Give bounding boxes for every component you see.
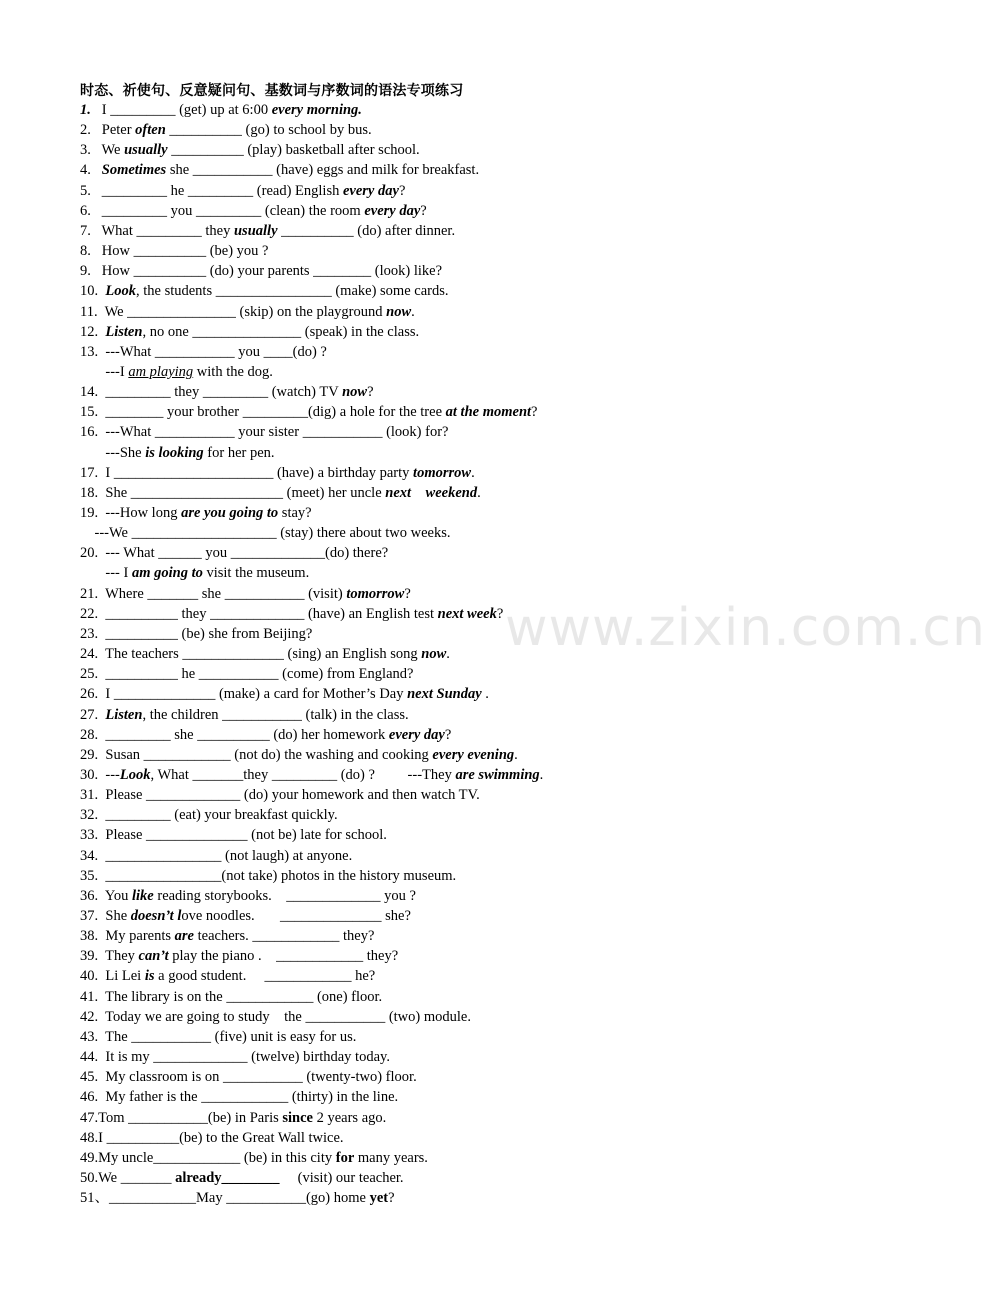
exercise-line [80, 543, 388, 563]
line-text: 46. My father is the ____________ (thirty) in the line. [80, 1089, 399, 1106]
line-text: 36. You [80, 887, 132, 904]
emphasis-text: tomorrow [346, 585, 405, 602]
line-text: ---She [80, 444, 146, 461]
exercise-line [80, 443, 275, 463]
exercise-line [80, 523, 451, 543]
exercise-line [80, 362, 273, 382]
emphasis-text: since [282, 1109, 313, 1126]
line-text: 20. --- What ______ you _____________(do) there? [80, 545, 389, 562]
line-text: ? [420, 202, 427, 219]
emphasis-text: am going to [131, 565, 203, 582]
line-text: 18. She _____________________ (meet) her uncle [80, 484, 386, 501]
exercise-line [80, 664, 413, 684]
line-text: . [411, 303, 415, 320]
exercise-line [80, 140, 420, 160]
line-text: 47.Tom ___________(be) in Paris [80, 1109, 283, 1126]
emphasis-text: are swimming [455, 766, 540, 783]
line-text: she ___________ (have) eggs and milk for breakfast. [166, 162, 480, 179]
emphasis-text: like [131, 887, 154, 904]
line-text: , the students ________________ (make) some cards. [135, 283, 449, 300]
emphasis-text: often [135, 122, 166, 139]
exercise-line [80, 987, 382, 1007]
exercise-line [80, 160, 479, 180]
line-text: 19. ---How long [80, 505, 182, 521]
exercise-line [80, 705, 409, 725]
line-text: ove noodles. ______________ she? [181, 908, 411, 924]
emphasis-text: now [421, 646, 447, 663]
line-text: 13. ---What ___________ you ____(do) ? [80, 343, 327, 360]
exercise-line [80, 765, 543, 785]
exercise-line [80, 1188, 395, 1208]
emphasis-text: is [144, 968, 155, 985]
exercise-line [80, 120, 372, 140]
line-text: 39. They [80, 948, 139, 965]
exercise-line [80, 1168, 404, 1188]
exercise-line [80, 604, 503, 624]
exercise-line [80, 846, 352, 866]
line-text: 28. _________ she __________ (do) her homework [80, 726, 389, 743]
line-text: stay? [278, 505, 312, 521]
exercise-line [80, 745, 518, 765]
emphasis-text: now [386, 303, 412, 320]
exercise-line [80, 1047, 390, 1067]
exercise-line [80, 866, 456, 886]
exercise-line [80, 1108, 386, 1128]
line-text: ? [496, 605, 504, 622]
emphasis-text: can’t [138, 948, 169, 965]
line-text: . [471, 464, 475, 481]
line-text: 25. __________ he ___________ (come) from England? [80, 666, 414, 683]
line-text: __________ (do) after dinner. [277, 222, 456, 239]
line-text: 31. Please _____________ (do) your homework and then watch TV. [80, 787, 480, 804]
line-text: 9. How __________ (do) your parents ________ (look) like? [80, 263, 443, 280]
exercise-line [80, 281, 449, 301]
exercise-line [80, 825, 387, 845]
line-text: , What _______they _________ (do) ? ---They [150, 766, 456, 783]
emphasis-text: every evening [432, 746, 515, 763]
line-text: ---I [80, 363, 129, 380]
line-text: visit the museum. [202, 565, 310, 582]
emphasis-text: at the moment [445, 404, 532, 421]
line-text: play the piano . ____________ they? [168, 948, 399, 965]
exercise-line [80, 503, 312, 523]
line-text: 51、____________May ___________(go) home [80, 1190, 370, 1207]
line-text: I _________ (get) up at 6:00 [90, 102, 272, 118]
line-text: 21. Where _______ she ___________ (visit) [80, 585, 347, 602]
emphasis-text: every day [364, 202, 421, 219]
line-text: 34. ________________ (not laugh) at anyone. [80, 847, 353, 864]
line-text: 35. ________________(not take) photos in the history museum. [80, 867, 457, 884]
emphasis-text: every morning. [271, 102, 362, 118]
exercise-line [80, 100, 362, 120]
line-text: . [446, 646, 450, 663]
line-text: 40. Li Lei [80, 968, 145, 985]
line-text: 44. It is my _____________ (twelve) birthday today. [80, 1049, 390, 1066]
line-text: , no one _______________ (speak) in the class. [142, 323, 420, 340]
line-text: --- I [80, 565, 132, 582]
line-text: 5. _________ he _________ (read) English [80, 182, 343, 199]
exercise-line [80, 302, 415, 322]
line-text: 30. --- [80, 766, 120, 783]
exercise-line [80, 1007, 471, 1027]
line-text: 43. The ___________ (five) unit is easy for us. [80, 1028, 357, 1045]
line-text: 12. [80, 323, 106, 340]
exercise-line [80, 463, 475, 483]
emphasis-text: usually [233, 222, 278, 239]
emphasis-text: is looking [145, 444, 204, 461]
exercise-line [80, 241, 268, 261]
line-text: reading storybooks. _____________ you ? [153, 887, 416, 904]
line-text: ? [404, 585, 411, 602]
emphasis-text: next Sunday [407, 686, 482, 703]
line-text: 7. What _________ they [80, 222, 234, 239]
line-text: . [514, 746, 518, 763]
emphasis-text: usually [124, 142, 168, 159]
exercise-line [80, 1128, 344, 1148]
exercise-line [80, 322, 419, 342]
emphasis-text: already________ [175, 1169, 280, 1186]
line-text: ? [388, 1190, 395, 1207]
line-text: , the children ___________ (talk) in the class. [142, 706, 409, 723]
line-text: ? [398, 182, 406, 199]
exercise-line [80, 584, 411, 604]
exercise-line [80, 805, 338, 825]
emphasis-text: Listen [105, 323, 143, 340]
line-text: (visit) our teacher. [279, 1169, 404, 1186]
line-text: 3. We [80, 142, 125, 159]
line-text: 10. [80, 283, 106, 300]
line-text: 16. ---What ___________ your sister ___________ (look) for? [80, 424, 449, 441]
emphasis-text: 1. [80, 102, 91, 118]
exercise-line [80, 402, 537, 422]
line-text: . [539, 766, 544, 783]
emphasis-text: tomorrow [413, 464, 472, 481]
line-text: __________ (go) to school by bus. [165, 122, 372, 139]
exercise-line [80, 201, 427, 221]
line-text: 8. How __________ (be) you ? [80, 243, 269, 260]
line-text: __________ (play) basketball after school. [167, 142, 420, 159]
emphasis-text: now [342, 384, 368, 401]
line-text: ? [367, 384, 374, 401]
emphasis-text: every day [388, 726, 445, 743]
line-text: 41. The library is on the ____________ (one) floor. [80, 988, 383, 1005]
watermark: www.zixin.com.cn [505, 598, 986, 658]
line-text: 38. My parents [80, 928, 175, 945]
emphasis-text: Look [105, 283, 136, 300]
emphasis-text: am playing [128, 363, 194, 380]
line-text: 37. She [80, 908, 131, 924]
line-text: 49.My uncle____________ (be) in this city [80, 1149, 336, 1166]
exercise-line [80, 886, 416, 906]
line-text: ---We ____________________ (stay) there about two weeks. [80, 525, 451, 542]
line-text: 6. _________ you _________ (clean) the room [80, 202, 365, 219]
line-text: 24. The teachers ______________ (sing) an English song [80, 646, 422, 663]
emphasis-text: Listen [105, 706, 143, 723]
exercise-line [80, 563, 309, 583]
exercise-line [80, 946, 398, 966]
line-text: many years. [354, 1149, 428, 1166]
exercise-line [80, 382, 374, 402]
line-text: 48.I __________(be) to the Great Wall twice. [80, 1129, 344, 1146]
emphasis-text: for [335, 1149, 355, 1166]
line-text: ? [531, 404, 538, 421]
emphasis-text: Sometimes [101, 162, 167, 179]
line-text: with the dog. [193, 363, 273, 380]
exercise-line [80, 906, 411, 926]
exercise-line [80, 785, 480, 805]
exercise-line [80, 483, 481, 503]
line-text: 4. [80, 162, 102, 179]
line-text: teachers. ____________ they? [193, 928, 375, 945]
line-text: . [477, 484, 481, 501]
emphasis-text: are you going to [181, 505, 279, 521]
emphasis-text: Look [119, 766, 151, 783]
exercise-line [80, 342, 327, 362]
line-text: for her pen. [203, 444, 275, 461]
line-text: ? [444, 726, 452, 743]
exercise-line [80, 1087, 398, 1107]
line-text: 26. I ______________ (make) a card for Mother’s Day [80, 686, 408, 703]
line-text: 2 years ago. [312, 1109, 387, 1126]
exercise-line [80, 1148, 428, 1168]
line-text: 42. Today we are going to study the ___________ (two) module. [80, 1008, 471, 1025]
exercise-line [80, 181, 405, 201]
emphasis-text: doesn’t l [130, 908, 182, 924]
exercise-line [80, 684, 489, 704]
line-text: 11. We _______________ (skip) on the playground [80, 303, 387, 320]
line-text: 2. Peter [80, 122, 136, 139]
emphasis-text: every day [342, 182, 399, 199]
exercise-line [80, 644, 450, 664]
line-text: 27. [80, 706, 106, 723]
exercise-line [80, 1067, 417, 1087]
line-text: 45. My classroom is on ___________ (twenty-two) floor. [80, 1069, 417, 1086]
emphasis-text: next week [437, 605, 497, 622]
line-text: 29. Susan ____________ (not do) the washing and cooking [80, 746, 433, 763]
exercise-line [80, 624, 312, 644]
line-text: 23. __________ (be) she from Beijing? [80, 625, 313, 642]
emphasis-text: yet [369, 1190, 389, 1207]
line-text: 17. I ______________________ (have) a birthday party [80, 464, 414, 481]
line-text: 14. _________ they _________ (watch) TV [80, 384, 343, 401]
line-text: 33. Please ______________ (not be) late for school. [80, 827, 387, 844]
line-text: . [481, 686, 489, 703]
exercise-line [80, 926, 374, 946]
emphasis-text: are [174, 928, 194, 945]
exercise-line [80, 221, 455, 241]
exercise-line [80, 725, 451, 745]
exercise-line [80, 966, 375, 986]
line-text: 50.We _______ [80, 1169, 176, 1186]
exercise-line [80, 261, 442, 281]
line-text: 15. ________ your brother _________(dig) a hole for the tree [80, 404, 446, 421]
exercise-line [80, 422, 448, 442]
line-text: 22. __________ they _____________ (have) an English test [80, 605, 438, 622]
worksheet-title: 时态、祈使句、反意疑问句、基数词与序数词的语法专项练习 [80, 83, 464, 99]
line-text: 32. _________ (eat) your breakfast quickly. [80, 807, 338, 824]
emphasis-text: next weekend [385, 484, 478, 501]
line-text: a good student. ____________ he? [154, 968, 376, 985]
exercise-line [80, 1027, 356, 1047]
